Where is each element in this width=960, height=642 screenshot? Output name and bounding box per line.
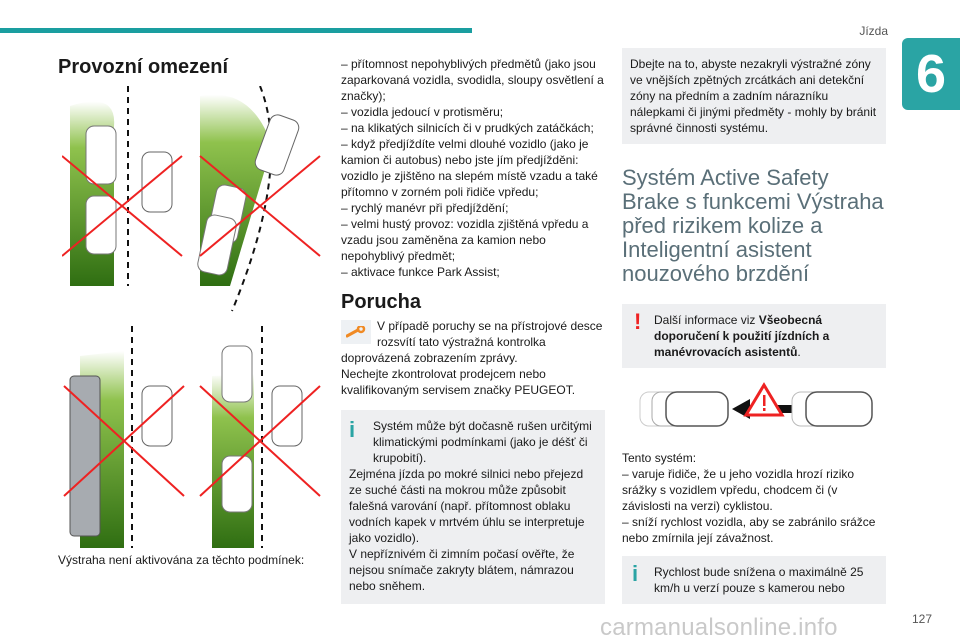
condition-item: – rychlý manévr při předjíždění; xyxy=(341,201,509,215)
info-line: Systém může být dočasně rušen určitými klimatickými podmínkami (jako je déšť či krupobití). xyxy=(373,419,592,465)
warning-link[interactable]: Všeobecná doporučení k použití jízdních a manévrovacích asistentů xyxy=(654,313,830,359)
condition-list xyxy=(341,56,605,280)
warning-suffix: . xyxy=(797,345,801,359)
collision-risk-illustration xyxy=(622,382,886,436)
failure-text: V případě poruchy se na přístrojové desce rozsvítí tato výstražná kontrolka doprovázená zobrazením zprávy. xyxy=(341,319,603,365)
system-intro: Tento systém: xyxy=(622,451,697,465)
wrench-warning-icon xyxy=(341,320,371,344)
condition-item: – aktivace funkce Park Assist; xyxy=(341,265,500,279)
scenario-long-vehicle xyxy=(64,326,184,548)
info-line: V nepříznivém či zimním počasí ověřte, že nejsou snímače zakryty blátem, námrazou nebo sněhem. xyxy=(349,547,575,593)
warning-prefix: Další informace viz xyxy=(654,313,759,327)
scenario-sharp-bend xyxy=(196,86,320,311)
chapter-tab[interactable]: 6 xyxy=(902,38,960,110)
info-icon: i xyxy=(349,417,356,442)
watermark: carmanualsonline.info xyxy=(600,614,838,641)
left-column xyxy=(58,56,318,79)
header-accent-bar xyxy=(0,28,472,33)
limitations-illustration xyxy=(62,86,322,548)
scenario-dense-traffic xyxy=(200,326,320,548)
scenario-parked-vehicles xyxy=(62,86,182,286)
top-note xyxy=(622,48,886,144)
warning-note xyxy=(622,304,886,368)
figure-caption: Výstraha není aktivována za těchto podmínek: xyxy=(58,553,305,567)
condition-item: – přítomnost nepohyblivých předmětů (jako jsou zaparkovaná vozidla, svodidla, sloupy osvětlení a značky); xyxy=(341,57,604,103)
system-title: Systém Active Safety Brake s funkcemi Výstraha před rizikem kolize a Inteligentní asistent nouzového brzdění xyxy=(622,165,884,286)
condition-item: – když předjíždíte velmi dlouhé vozidlo (jako je kamion či autobus) nebo jste jím předjížděni: vozidlo je zjištěno na slepém místě vzadu a také přítomno v zorném poli řidiče vpředu; xyxy=(341,137,598,199)
right-column xyxy=(622,48,886,604)
condition-item: – velmi hustý provoz: vozidla zjištěná vpředu a vzadu jsou zaměněna za kamion nebo nepohyblivý předmět; xyxy=(341,217,589,263)
system-item: – sníží rychlost vozidla, aby se zabránilo srážce nebo zmírnila její závažnost. xyxy=(622,515,876,545)
section-heading: Provozní omezení xyxy=(58,56,229,78)
exclamation-icon: ! xyxy=(634,309,642,334)
page-number: 127 xyxy=(911,612,932,626)
info-icon: i xyxy=(632,561,639,586)
failure-advice: Nechejte zkontrolovat prodejcem nebo kvalifikovaným servisem značky PEUGEOT. xyxy=(341,367,576,397)
condition-item: – vozidla jedoucí v protisměru; xyxy=(341,105,504,119)
top-note-text: Dbejte na to, abyste nezakryli výstražné zóny ve vnějších zpětných zrcátkách ani detekční zóny na předním a zadním nárazníku nálepkami či jinými předměty - mohly by bránit správné činnosti systému. xyxy=(630,57,877,135)
middle-column xyxy=(341,56,605,604)
section-title: Jízda xyxy=(859,24,888,38)
failure-section xyxy=(341,318,605,398)
info-note xyxy=(341,410,605,604)
failure-heading: Porucha xyxy=(341,291,422,313)
info-line: Zejména jízda po mokré silnici nebo přejezd ze suché části na mokrou může způsobit falešná varování (např. přítomnost oblaku vodních kapek v mrtvém úhlu se interpretuje jako vozidlo). xyxy=(349,467,585,545)
system-item: – varuje řidiče, že u jeho vozidla hrozí riziko srážky s vozidlem vpředu, chodcem či (v závislosti na verzi) cyklistou. xyxy=(622,467,855,513)
condition-item: – na klikatých silnicích či v prudkých zatáčkách; xyxy=(341,121,594,135)
speed-note-text: Rychlost bude snížena o maximálně 25 km/h u verzí pouze s kamerou nebo xyxy=(654,565,864,595)
speed-note xyxy=(622,556,886,604)
warning-text xyxy=(632,309,878,360)
